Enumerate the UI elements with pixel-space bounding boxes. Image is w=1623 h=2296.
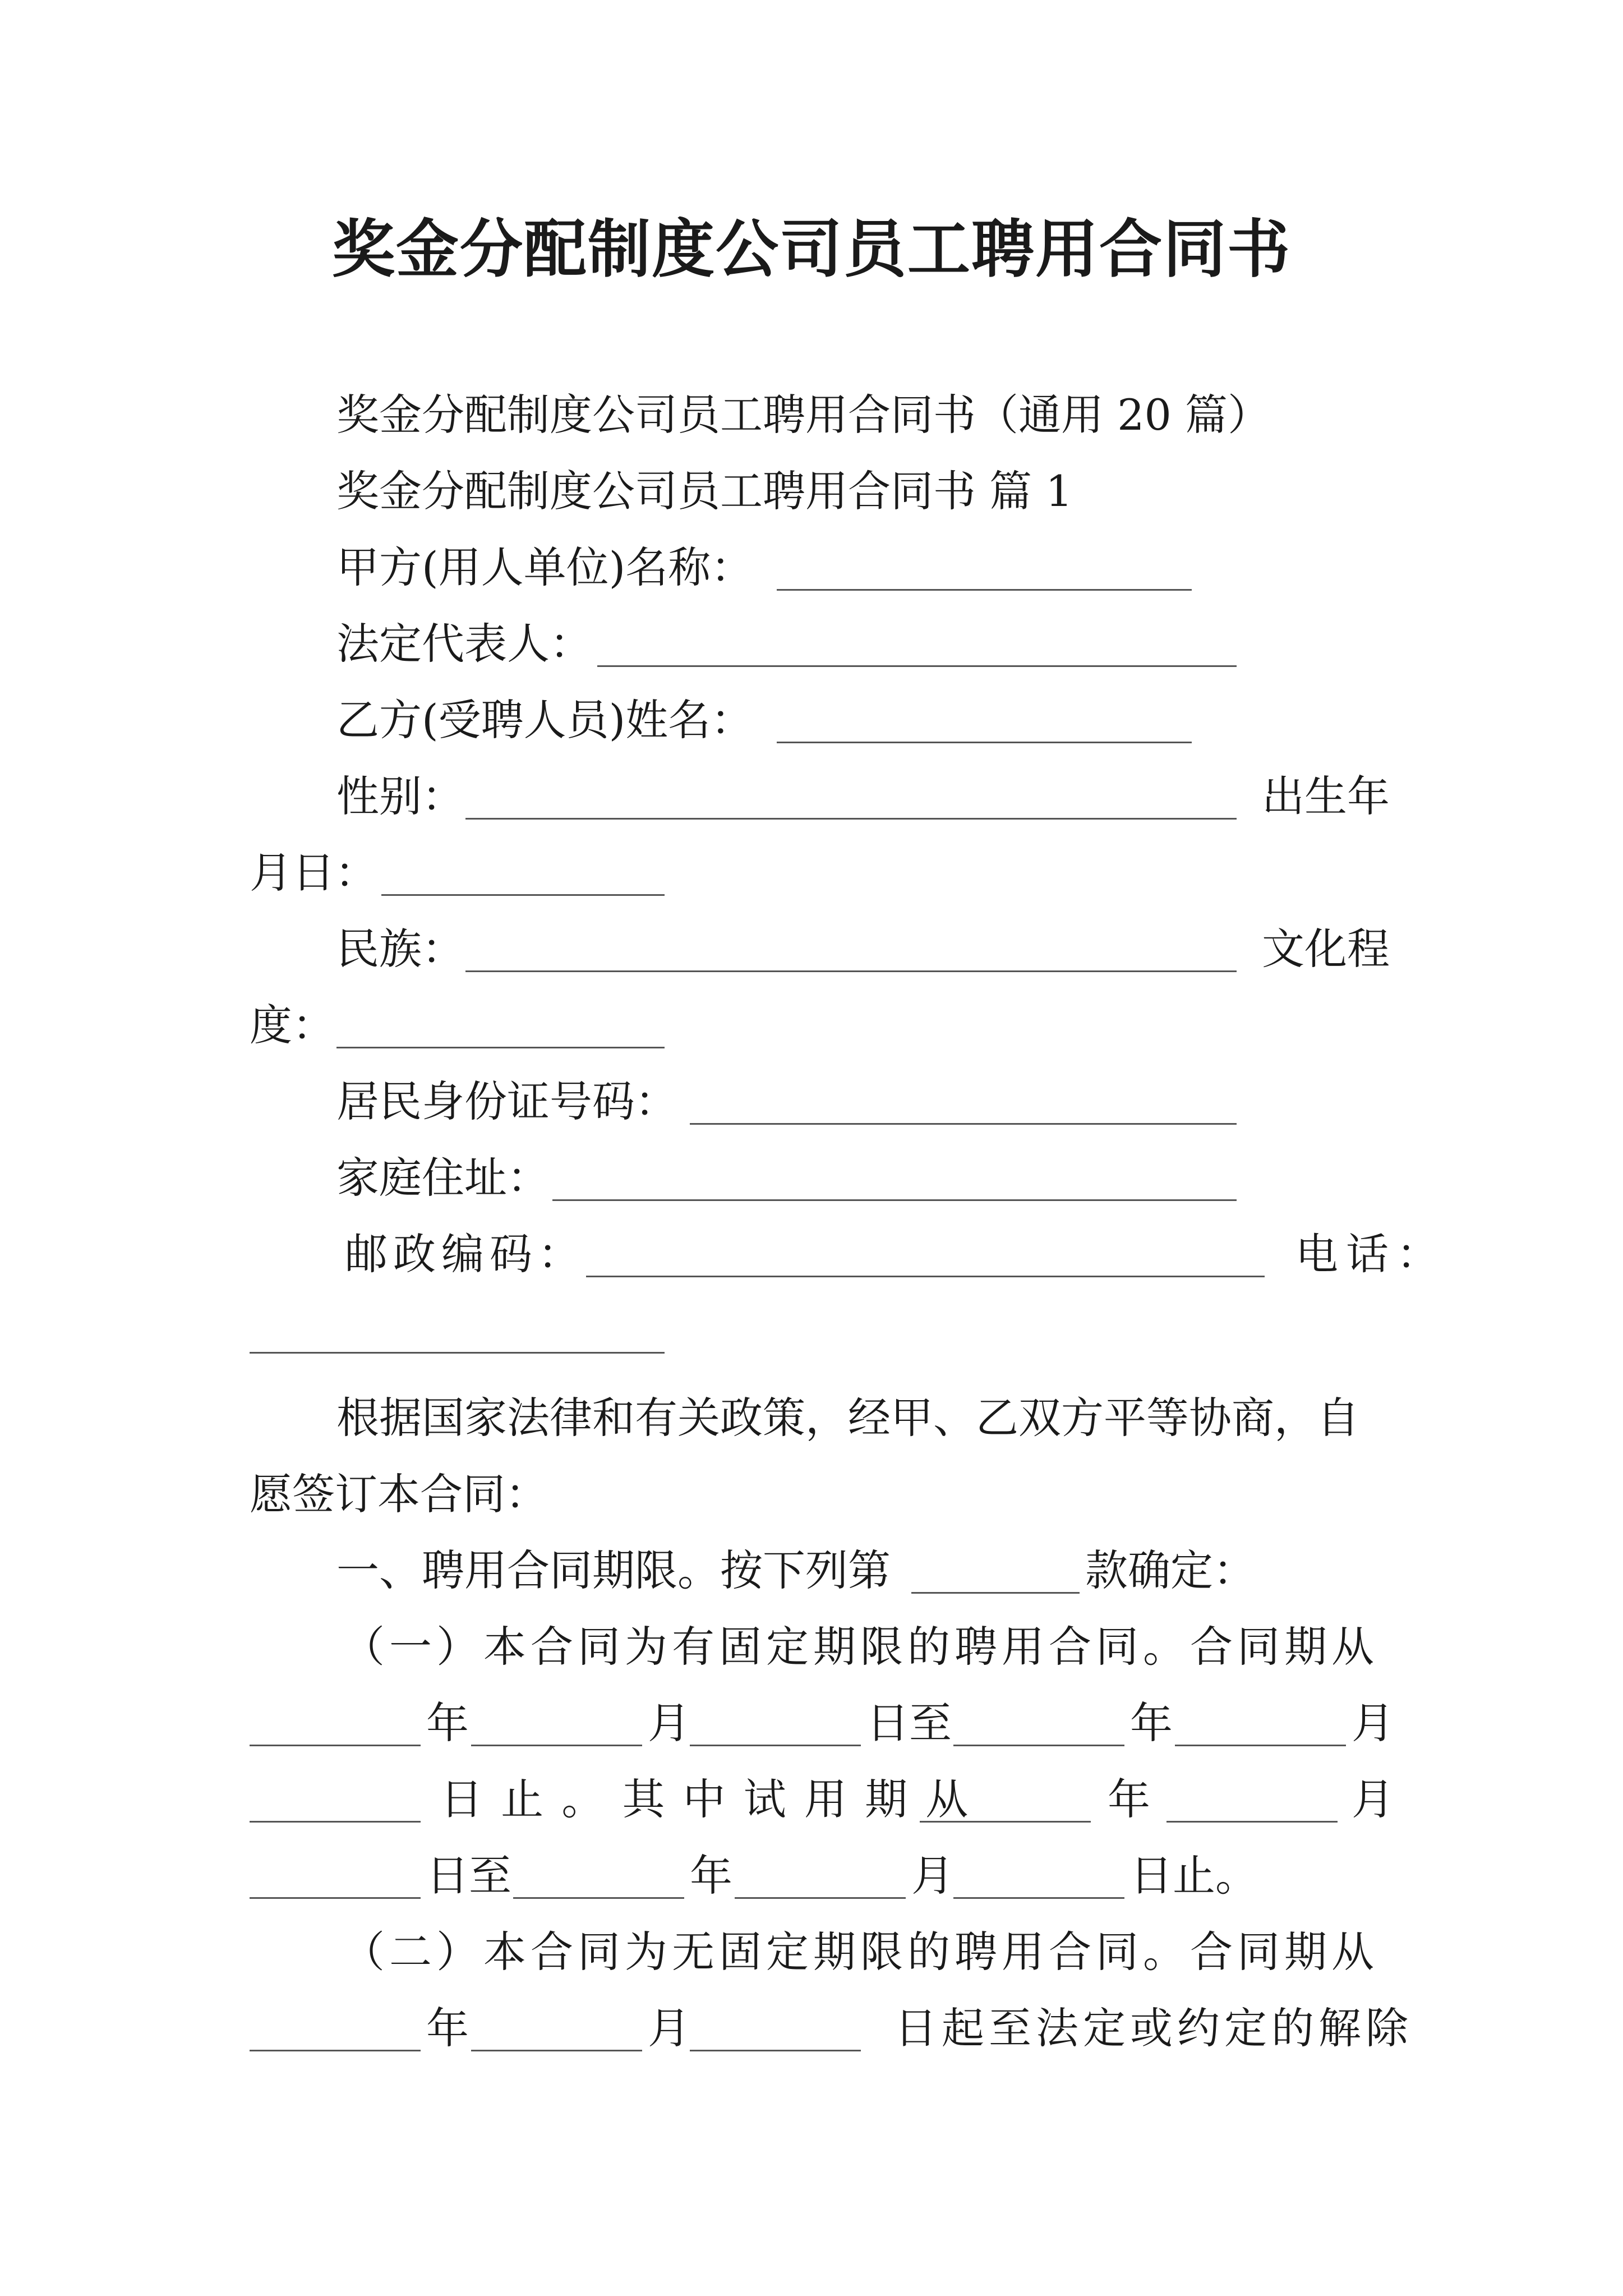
- start-month-field[interactable]: [471, 1745, 642, 1746]
- fixed-term-text: （一）本合同为有固定期限的聘用合同。合同期从: [342, 1622, 1378, 1672]
- document-subtitle: 奖金分配制度公司员工聘用合同书（通用 20 篇）: [336, 390, 1271, 440]
- party-a-name-field[interactable]: [777, 589, 1192, 591]
- open-start-day-field[interactable]: [690, 2050, 861, 2051]
- open-term-text: （二）本合同为无固定期限的聘用合同。合同期从: [342, 1927, 1378, 1977]
- day-to-label: 日至: [426, 1851, 511, 1901]
- probation-start-day-field[interactable]: [250, 1897, 421, 1899]
- party-b-name-label: 乙方(受聘人员)姓名：: [336, 695, 754, 745]
- postal-code-label: 邮政编码：: [345, 1229, 586, 1279]
- open-term-continuation: 日起至法定或约定的解除: [895, 2003, 1413, 2053]
- section-heading: 奖金分配制度公司员工聘用合同书 篇 1: [336, 466, 1073, 516]
- phone-label: 电话：: [1295, 1229, 1447, 1279]
- start-day-field[interactable]: [690, 1745, 861, 1746]
- legal-rep-label: 法定代表人：: [336, 619, 592, 669]
- intro-line-2: 愿签订本合同：: [250, 1469, 548, 1519]
- gender-label: 性别：: [336, 771, 464, 821]
- intro-line-1: 根据国家法律和有关政策，经甲、乙双方平等协商，自: [336, 1393, 1359, 1443]
- probation-end-day-field[interactable]: [953, 1897, 1124, 1899]
- phone-field[interactable]: [250, 1352, 665, 1354]
- probation-end-year-field[interactable]: [513, 1897, 684, 1899]
- open-start-month-field[interactable]: [471, 2050, 642, 2051]
- ethnicity-label: 民族：: [336, 924, 464, 974]
- party-a-name-label: 甲方(用人单位)名称：: [336, 542, 754, 592]
- probation-start-year-field[interactable]: [920, 1821, 1091, 1823]
- day-stop-label: 日止。: [1130, 1851, 1258, 1901]
- clause-1-suffix: 款确定：: [1085, 1545, 1256, 1595]
- month-label: 月: [911, 1851, 954, 1901]
- end-day-field[interactable]: [250, 1821, 421, 1823]
- end-year-field[interactable]: [953, 1745, 1124, 1746]
- address-label: 家庭住址：: [336, 1153, 550, 1203]
- education-field[interactable]: [336, 1047, 665, 1048]
- gender-field[interactable]: [465, 818, 1237, 820]
- year-label: 年: [426, 1698, 469, 1748]
- probation-text: 日 止 。 其 中 试 用 期 从: [440, 1774, 971, 1824]
- month-label: 月: [1352, 1774, 1394, 1824]
- month-label: 月: [648, 2003, 690, 2053]
- birth-field[interactable]: [381, 894, 665, 896]
- clause-1-label: 一、聘用合同期限。按下列第: [336, 1545, 891, 1595]
- year-label: 年: [1108, 1774, 1150, 1824]
- id-number-label: 居民身份证号码：: [336, 1076, 677, 1126]
- document-title: 奖金分配制度公司员工聘用合同书: [332, 213, 1291, 286]
- education-label-a: 文化程: [1262, 924, 1390, 974]
- start-year-field[interactable]: [250, 1745, 421, 1746]
- probation-start-month-field[interactable]: [1166, 1821, 1338, 1823]
- postal-code-field[interactable]: [586, 1276, 1265, 1277]
- clause-choice-field[interactable]: [911, 1592, 1080, 1594]
- end-month-field[interactable]: [1175, 1745, 1346, 1746]
- birth-label-b: 月日：: [250, 848, 377, 898]
- year-label: 年: [426, 2003, 469, 2053]
- probation-end-month-field[interactable]: [735, 1897, 906, 1899]
- month-label: 月: [1352, 1698, 1394, 1748]
- ethnicity-field[interactable]: [465, 970, 1237, 972]
- id-number-field[interactable]: [690, 1123, 1237, 1125]
- year-label: 年: [690, 1851, 732, 1901]
- month-label: 月: [648, 1698, 690, 1748]
- day-to-label: 日至: [866, 1698, 952, 1748]
- party-b-name-field[interactable]: [777, 742, 1192, 743]
- open-start-year-field[interactable]: [250, 2050, 421, 2051]
- year-label: 年: [1130, 1698, 1173, 1748]
- birth-label-a: 出生年: [1262, 771, 1390, 821]
- education-label-b: 度：: [250, 1000, 335, 1050]
- legal-rep-field[interactable]: [597, 665, 1237, 667]
- address-field[interactable]: [552, 1199, 1237, 1201]
